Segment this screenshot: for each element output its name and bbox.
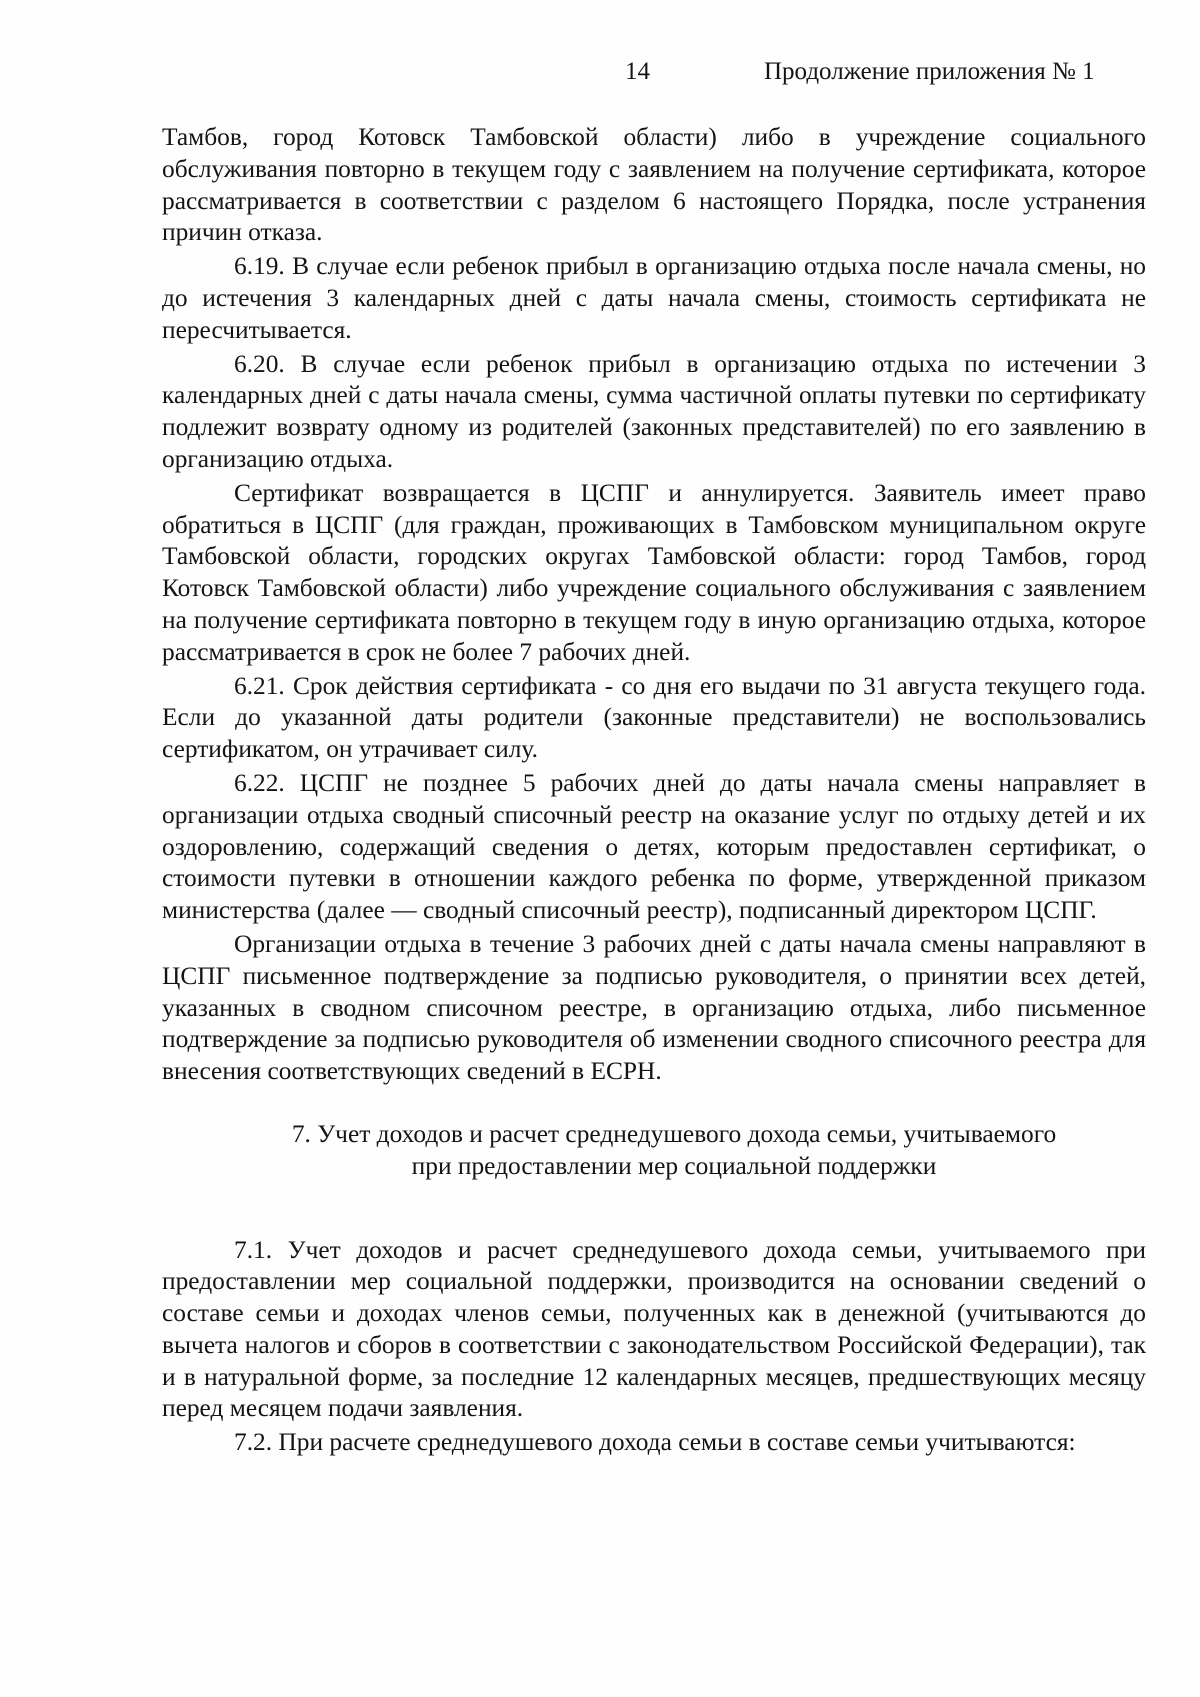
appendix-continuation-note: Продолжение приложения № 1: [764, 58, 1095, 85]
section-heading-line-2: при предоставлении мер социальной поддержки: [411, 1151, 937, 1180]
paragraph-6-21: 6.21. Срок действия сертификата - со дня его выдачи по 31 августа текущего года. Если до указанной даты родители (законные представители) не воспользовались сертификатом, он утрачивает силу.: [162, 671, 1146, 764]
paragraph-continuation: Тамбов, город Котовск Тамбовской области) либо в учреждение социального обслуживания повторно в текущем году с заявлением на получение сертификата, которое рассматривается в соответствии с разделом 6 настоящего Порядка, после устранения причин отказа.: [162, 123, 1146, 247]
document-body: [162, 122, 1146, 1461]
page-header: [0, 58, 1200, 98]
section-heading-line-1: 7. Учет доходов и расчет среднедушевого дохода семьи, учитываемого: [291, 1119, 1057, 1148]
paragraph-organizations-confirmation: Организации отдыха в течение 3 рабочих дней с даты начала смены направляют в ЦСПГ письменное подтверждение за подписью руководителя, о принятии всех детей, указанных в сводном списочном реестре, в организацию отдыха, либо письменное подтверждение за подписью руководителя об изменении сводного списочного реестра для внесения соответствующих сведений в ЕСРН.: [162, 929, 1146, 1086]
paragraph-6-19: 6.19. В случае если ребенок прибыл в организацию отдыха после начала смены, но до истечения 3 календарных дней с даты начала смены, стоимость сертификата не пересчитывается.: [162, 252, 1146, 344]
paragraph-7-1: 7.1. Учет доходов и расчет среднедушевого дохода семьи, учитываемого при предоставлении мер социальной поддержки, производится на основании сведений о составе семьи и доходах членов семьи, полученных как в денежной (учитываются до вычета налогов и сборов в соответствии с законодательством Российской Федерации), так и в натуральной форме, за последние 12 календарных месяцев, предшествующих месяцу перед месяцем подачи заявления.: [162, 1235, 1146, 1423]
page-number: 14: [625, 58, 650, 85]
section-7-heading: [162, 1119, 1146, 1183]
paragraph-7-2: 7.2. При расчете среднедушевого дохода семьи в составе семьи учитываются:: [234, 1428, 1076, 1457]
paragraph-certificate-return: Сертификат возвращается в ЦСПГ и аннулируется. Заявитель имеет право обратиться в ЦСПГ (для граждан, проживающих в Тамбовском муниципальном округе Тамбовской области, городских округах Тамбовской области: город Тамбов, город Котовск Тамбовской области) либо учреждение социального обслуживания с заявлением на получение сертификата повторно в текущем году в иную организацию отдыха, которое рассматривается в срок не более 7 рабочих дней.: [162, 478, 1146, 666]
paragraph-6-22: 6.22. ЦСПГ не позднее 5 рабочих дней до даты начала смены направляет в организации отдыха сводный списочный реестр на оказание услуг по отдыху детей и их оздоровлению, содержащий сведения о детях, которым предоставлен сертификат, о стоимости путевки в отношении каждого ребенка по форме, утвержденной приказом министерства (далее — сводный списочный реестр), подписанный директором ЦСПГ.: [162, 768, 1146, 925]
paragraph-6-20: 6.20. В случае если ребенок прибыл в организацию отдыха по истечении 3 календарных дней с даты начала смены, сумма частичной оплаты путевки по сертификату подлежит возврату одному из родителей (законных представителей) по его заявлению в организацию отдыха.: [162, 349, 1146, 473]
